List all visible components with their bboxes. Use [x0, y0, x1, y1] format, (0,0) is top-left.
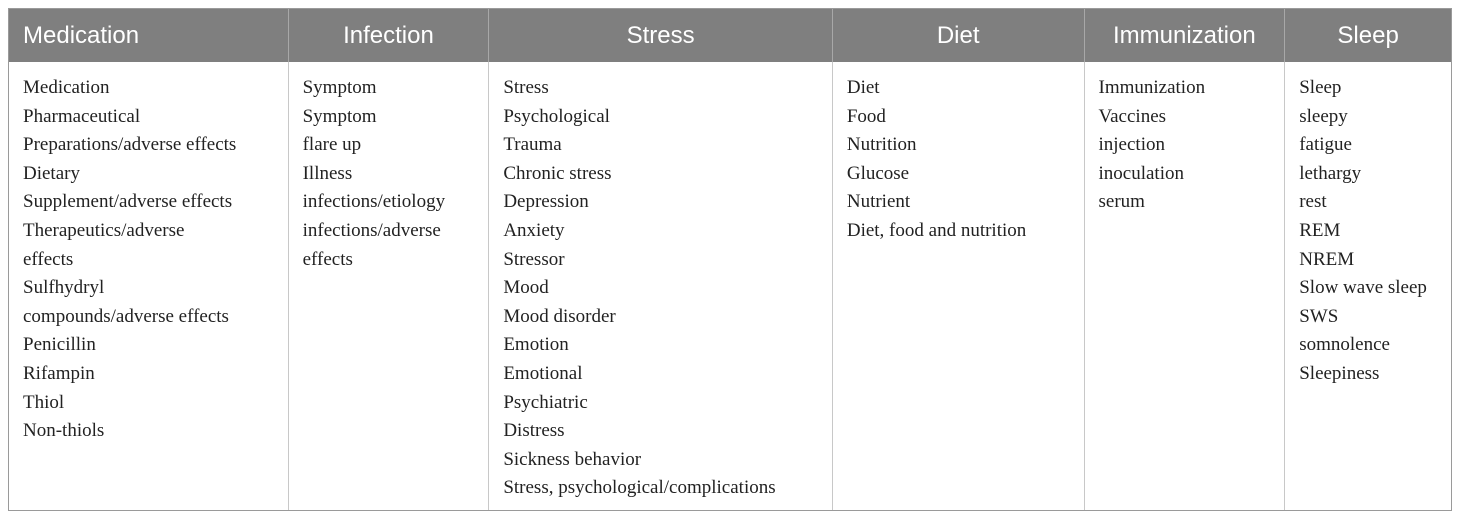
term-line: Preparations/adverse effects — [23, 134, 237, 156]
term-line: Emotional — [503, 362, 583, 384]
term-line: Psychological — [503, 105, 610, 127]
term-line: Nutrient — [846, 191, 911, 213]
term-line: rest — [1299, 191, 1327, 213]
term-line: Sulfhydryl — [23, 277, 105, 299]
term-line: Nutrition — [846, 134, 917, 156]
term-line: Symptom — [302, 77, 377, 98]
term-line: Psychiatric — [503, 391, 588, 413]
term-line: Distress — [503, 420, 565, 442]
term-line: Slow wave sleep — [1299, 277, 1427, 299]
term-line: Stress — [503, 77, 549, 98]
column-diet — [833, 62, 1085, 510]
term-line: flare up — [302, 134, 362, 156]
term-line: Depression — [503, 191, 589, 213]
header-stress: Stress — [489, 9, 833, 62]
term-line: Sickness behavior — [503, 448, 642, 470]
term-line: Mood disorder — [503, 305, 616, 327]
term-line: Medication — [23, 77, 110, 98]
term-line: injection — [1098, 134, 1165, 156]
term-line: Stress, psychological/complications — [503, 477, 776, 499]
term-line: Trauma — [503, 134, 562, 156]
term-line: Stressor — [503, 248, 565, 270]
term-line: SWS — [1299, 305, 1339, 327]
term-line: lethargy — [1299, 162, 1362, 184]
term-line: Mood — [503, 277, 549, 299]
term-line: Emotion — [503, 334, 569, 356]
term-line: Therapeutics/adverse — [23, 219, 185, 241]
term-line: Illness — [302, 162, 353, 184]
term-line: effects — [23, 248, 74, 270]
term-line: Rifampin — [23, 362, 95, 384]
header-diet: Diet — [833, 9, 1085, 62]
term-line: Food — [846, 105, 886, 127]
data-table — [8, 8, 1452, 511]
term-line: Dietary — [23, 162, 80, 184]
column-immunization — [1085, 62, 1286, 510]
column-medication — [9, 62, 289, 510]
term-line: Symptom — [302, 105, 377, 127]
term-line: Chronic stress — [503, 162, 612, 184]
term-line: Anxiety — [503, 219, 565, 241]
header-sleep: Sleep — [1337, 21, 1399, 49]
term-line: Thiol — [23, 391, 65, 413]
term-line: Immunization — [1098, 77, 1206, 98]
term-line: Sleepiness — [1299, 362, 1380, 384]
term-line: compounds/adverse effects — [23, 305, 229, 327]
term-line: infections/adverse — [302, 219, 441, 241]
term-line: sleepy — [1299, 105, 1348, 127]
term-line: effects — [302, 248, 353, 270]
term-line: Glucose — [846, 162, 910, 184]
term-line: Vaccines — [1098, 105, 1167, 127]
term-line: Diet — [846, 77, 880, 98]
term-line: somnolence — [1299, 334, 1390, 356]
header-infection: Infection — [289, 9, 490, 62]
term-line: serum — [1098, 191, 1145, 213]
header-medication: Medication — [9, 9, 289, 62]
term-line: Supplement/adverse effects — [23, 191, 233, 213]
term-line: fatigue — [1299, 134, 1352, 156]
column-sleep — [1285, 62, 1451, 510]
term-line: inoculation — [1098, 162, 1184, 184]
term-line: Diet, food and nutrition — [846, 219, 1027, 241]
term-line: Sleep — [1299, 77, 1342, 98]
table-header-row — [9, 9, 1451, 62]
header-immunization: Immunization — [1085, 9, 1286, 62]
term-line: Non-thiols — [23, 420, 105, 442]
term-line: REM — [1299, 219, 1341, 241]
term-line: Penicillin — [23, 334, 96, 356]
column-infection — [289, 62, 490, 510]
term-line: infections/etiology — [302, 191, 446, 213]
term-line: NREM — [1299, 248, 1355, 270]
table-body-row — [9, 62, 1451, 510]
term-line: Pharmaceutical — [23, 105, 141, 127]
column-stress — [489, 62, 833, 510]
